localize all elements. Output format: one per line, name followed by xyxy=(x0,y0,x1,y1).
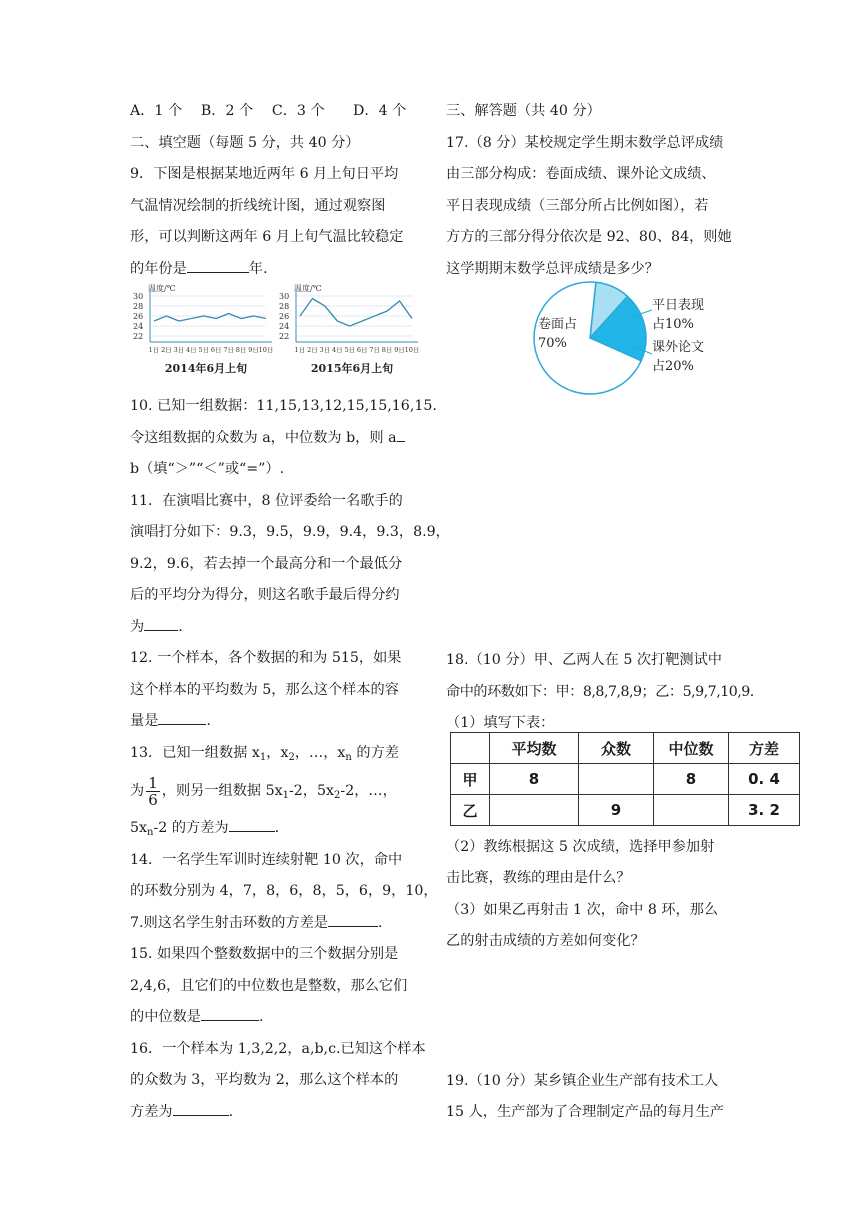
answer-blank xyxy=(173,1098,229,1116)
table-cell: 9 xyxy=(579,795,654,826)
chart-title: 2014年6月上旬 xyxy=(164,362,248,375)
x-tick-label: 1日 xyxy=(294,346,306,354)
q18-part2-line2: 击比赛，教练的理由是什么？ xyxy=(446,870,631,886)
answer-blank xyxy=(397,424,405,442)
q15-line1: 15. 如果四个整数数据中的三个数据分别是 xyxy=(130,946,399,962)
y-tick-label: 24 xyxy=(279,322,290,331)
x-tick-label: 9日 xyxy=(248,346,259,354)
q13-text: ，则另一组数据 5x xyxy=(161,783,283,799)
q8-options: A．1 个 B．2 个 C．3 个 D．4 个 xyxy=(130,103,407,119)
subscript: 1 xyxy=(259,751,267,763)
subscript: n xyxy=(147,827,154,838)
x-tick-label: 8日 xyxy=(235,346,247,354)
table-cell xyxy=(490,795,579,826)
q13-line3 xyxy=(130,813,418,845)
q13-text: 为 xyxy=(130,783,145,799)
q15-line2: 2,4,6，且它们的中位数也是整数，那么它们 xyxy=(130,977,408,994)
q14-line2: 的环数分别为 4，7，8，6，8，5，6，9，10， xyxy=(130,883,438,899)
table-header-cell: 众数 xyxy=(579,733,654,764)
q13-text: ，…，x xyxy=(294,744,346,761)
y-tick-label: 26 xyxy=(279,312,290,321)
q18-line3: （1）填写下表： xyxy=(446,715,555,731)
y-tick-label: 24 xyxy=(133,322,144,331)
q12-text: 量是 xyxy=(130,713,159,729)
q10-line3: b（填“＞”“＜”或“=”）. xyxy=(130,461,285,477)
x-tick-label: 5日 xyxy=(344,346,356,354)
q13-tail: . xyxy=(274,820,280,836)
q14-line1: 14．一名学生军训时连续射靶 10 次，命中 xyxy=(130,851,403,868)
q9-line3: 形，可以判断这两年 6 月上旬气温比较稳定 xyxy=(130,229,404,245)
table-cell: 8 xyxy=(490,764,579,795)
q11-line1: 11．在演唱比赛中，8 位评委给一名歌手的 xyxy=(130,492,403,509)
q12-tail: . xyxy=(206,713,211,729)
left-column xyxy=(130,96,450,1128)
q18-part3-line1: （3）如果乙再射击 1 次，命中 8 环，那么 xyxy=(446,901,719,918)
q10-line1: 10. 已知一组数据：11,15,13,12,15,15,16,15. xyxy=(130,398,437,414)
q19-line2: 15 人，生产部为了合理制定产品的每月生产 xyxy=(446,1104,724,1120)
table-row xyxy=(451,764,800,795)
q16-line2: 的众数为 3，平均数为 2，那么这个样本的 xyxy=(130,1072,399,1088)
x-tick-label: 2日 xyxy=(161,346,172,354)
subscript: 1 xyxy=(282,790,289,801)
q16-line3 xyxy=(130,1097,418,1129)
answer-blank xyxy=(144,613,178,631)
table-cell: 0. 4 xyxy=(729,764,800,795)
line-chart-1 xyxy=(279,284,419,375)
q16-text: 方差为 xyxy=(130,1103,173,1120)
table-cell: 乙 xyxy=(451,795,490,826)
q17-line4: 方方的三部分得分依次是 92、80、84，则她 xyxy=(446,229,732,245)
q13-text: ，x xyxy=(266,744,289,761)
y-tick-label: 28 xyxy=(279,302,290,311)
fraction-denominator: 6 xyxy=(148,790,158,809)
y-tick-label: 22 xyxy=(133,332,144,341)
table-cell: 3. 2 xyxy=(729,795,800,826)
q12-line1: 12. 一个样本，各个数据的和为 515，如果 xyxy=(130,650,402,666)
q10-text: 令这组数据的众数为 a，中位数为 b，则 a xyxy=(130,429,397,446)
y-axis-label: 温度/℃ xyxy=(294,284,322,293)
q13-line1 xyxy=(130,738,418,770)
x-tick-label: 6日 xyxy=(356,346,368,354)
table-header-cell: 方差 xyxy=(729,733,800,764)
q13-text: 的方差 xyxy=(351,744,399,761)
q13-line2 xyxy=(130,769,418,813)
answer-blank xyxy=(187,255,249,273)
q9-line1: 9．下图是根据某地近两年 6 月上旬日平均 xyxy=(130,166,399,182)
q18-part3-line2: 乙的射击成绩的方差如何变化？ xyxy=(446,933,645,949)
x-tick-label: 2日 xyxy=(307,346,318,354)
q17-line1: 17.（8 分）某校规定学生期末数学总评成绩 xyxy=(446,134,724,151)
fraction-numerator: 1 xyxy=(148,773,158,792)
q11-line4: 后的平均分为得分，则这名歌手最后得分约 xyxy=(130,587,400,603)
q18-line2: 命中的环数如下：甲：8,8,7,8,9；乙：5,9,7,10,9. xyxy=(446,683,754,700)
q11-tail: . xyxy=(178,618,183,635)
table-header-cell xyxy=(451,733,490,764)
answer-blank xyxy=(229,814,275,832)
q11-text: 为 xyxy=(130,618,145,635)
y-tick-label: 26 xyxy=(133,312,144,321)
y-axis-label: 温度/℃ xyxy=(148,284,176,293)
pie-label-line: 占20% xyxy=(652,359,694,374)
x-tick-label: 10日 xyxy=(404,346,420,354)
pie-label-line: 70% xyxy=(538,336,567,351)
q15-text: 的中位数是 xyxy=(130,1009,201,1025)
q11-line2: 演唱打分如下：9.3，9.5，9.9，9.4，9.3，8.9， xyxy=(130,524,450,540)
q10-line2 xyxy=(130,423,418,455)
q18-line1: 18.（10 分）甲、乙两人在 5 次打靶测试中 xyxy=(446,652,722,668)
x-tick-label: 1日 xyxy=(148,346,160,354)
q16-tail: . xyxy=(228,1103,234,1120)
q13-text: 5x xyxy=(130,820,148,836)
pie-label-line: 占10% xyxy=(652,317,694,332)
q9-text: 的年份是 xyxy=(130,260,187,277)
q19-spacer xyxy=(446,958,742,1066)
pie-label-line: 平日表现 xyxy=(652,298,705,313)
y-tick-label: 30 xyxy=(279,292,290,301)
answer-blank xyxy=(328,909,378,927)
x-tick-label: 9日 xyxy=(394,346,405,354)
q16-line1: 16．一个样本为 1,3,2,2，a,b,c.已知这个样本 xyxy=(130,1040,426,1057)
q9-tail: 年. xyxy=(248,260,268,277)
chart-title: 2015年6月上旬 xyxy=(310,362,394,375)
q12-line2: 这个样本的平均数为 5，那么这个样本的容 xyxy=(130,681,399,698)
right-column xyxy=(446,96,754,1129)
x-tick-label: 5日 xyxy=(198,346,210,354)
q12-line3 xyxy=(130,706,418,738)
answer-blank xyxy=(201,1003,259,1021)
x-tick-label: 4日 xyxy=(186,346,197,354)
y-tick-label: 22 xyxy=(279,332,290,341)
table-header-row xyxy=(451,733,800,764)
q17-line3: 平日表现成绩（三部分所占比例如图），若 xyxy=(446,197,709,214)
x-tick-label: 7日 xyxy=(223,346,234,354)
table-cell xyxy=(579,764,654,795)
pie-label-line: 卷面占 xyxy=(538,317,578,332)
table-cell: 甲 xyxy=(451,764,490,795)
table-cell: 8 xyxy=(654,764,729,795)
q14-text: 7.则这名学生射击环数的方差是 xyxy=(130,914,328,931)
shooting-stats-table xyxy=(450,732,800,826)
x-tick-label: 8日 xyxy=(381,346,393,354)
pie-label-line: 课外论文 xyxy=(652,340,705,355)
temperature-line-charts xyxy=(130,284,420,380)
table-row xyxy=(451,795,800,826)
x-tick-label: 3日 xyxy=(319,346,331,354)
q13-text: 13．已知一组数据 x xyxy=(130,744,260,761)
q13-text: -2 的方差为 xyxy=(153,820,229,836)
q18-part2-line1: （2）教练根据这 5 次成绩，选择甲参加射 xyxy=(446,838,715,855)
q14-tail: . xyxy=(377,914,383,931)
subscript: 2 xyxy=(288,751,295,763)
series-line xyxy=(300,299,412,327)
subscript: n xyxy=(345,751,352,763)
q11-line5 xyxy=(130,612,418,644)
q17-line5: 这学期期末数学总评成绩是多少？ xyxy=(446,260,659,277)
q19-line1: 19.（10 分）某乡镇企业生产部有技术工人 xyxy=(446,1072,719,1089)
series-line xyxy=(154,314,266,322)
x-tick-label: 10日 xyxy=(258,346,274,354)
score-ratio-pie-chart xyxy=(528,278,740,398)
answer-blank xyxy=(158,707,206,725)
table-header-cell: 平均数 xyxy=(490,733,579,764)
q9-line2: 气温情况绘制的折线统计图，通过观察图 xyxy=(130,197,386,214)
q17-line2: 由三部分构成：卷面成绩、课外论文成绩、 xyxy=(446,166,716,182)
q13-text: -2，…， xyxy=(340,783,397,799)
x-tick-label: 6日 xyxy=(210,346,222,354)
subscript: 2 xyxy=(334,790,341,801)
q15-line3 xyxy=(130,1002,418,1034)
q9-line4 xyxy=(130,254,418,286)
table-cell xyxy=(654,795,729,826)
fraction xyxy=(146,775,160,808)
q15-tail: . xyxy=(258,1009,264,1025)
table-header-cell: 中位数 xyxy=(654,733,729,764)
x-tick-label: 7日 xyxy=(369,346,380,354)
q14-line3 xyxy=(130,908,418,940)
x-tick-label: 3日 xyxy=(173,346,185,354)
q13-text: -2，5x xyxy=(288,783,335,799)
section3-heading: 三、解答题（共 40 分） xyxy=(446,103,601,119)
y-tick-label: 28 xyxy=(133,302,144,311)
y-tick-label: 30 xyxy=(133,292,144,301)
q11-line3: 9.2，9.6，若去掉一个最高分和一个最低分 xyxy=(130,555,403,572)
x-tick-label: 4日 xyxy=(332,346,343,354)
line-chart-0 xyxy=(133,284,273,375)
section2-heading: 二、填空题（每题 5 分，共 40 分） xyxy=(130,134,360,151)
